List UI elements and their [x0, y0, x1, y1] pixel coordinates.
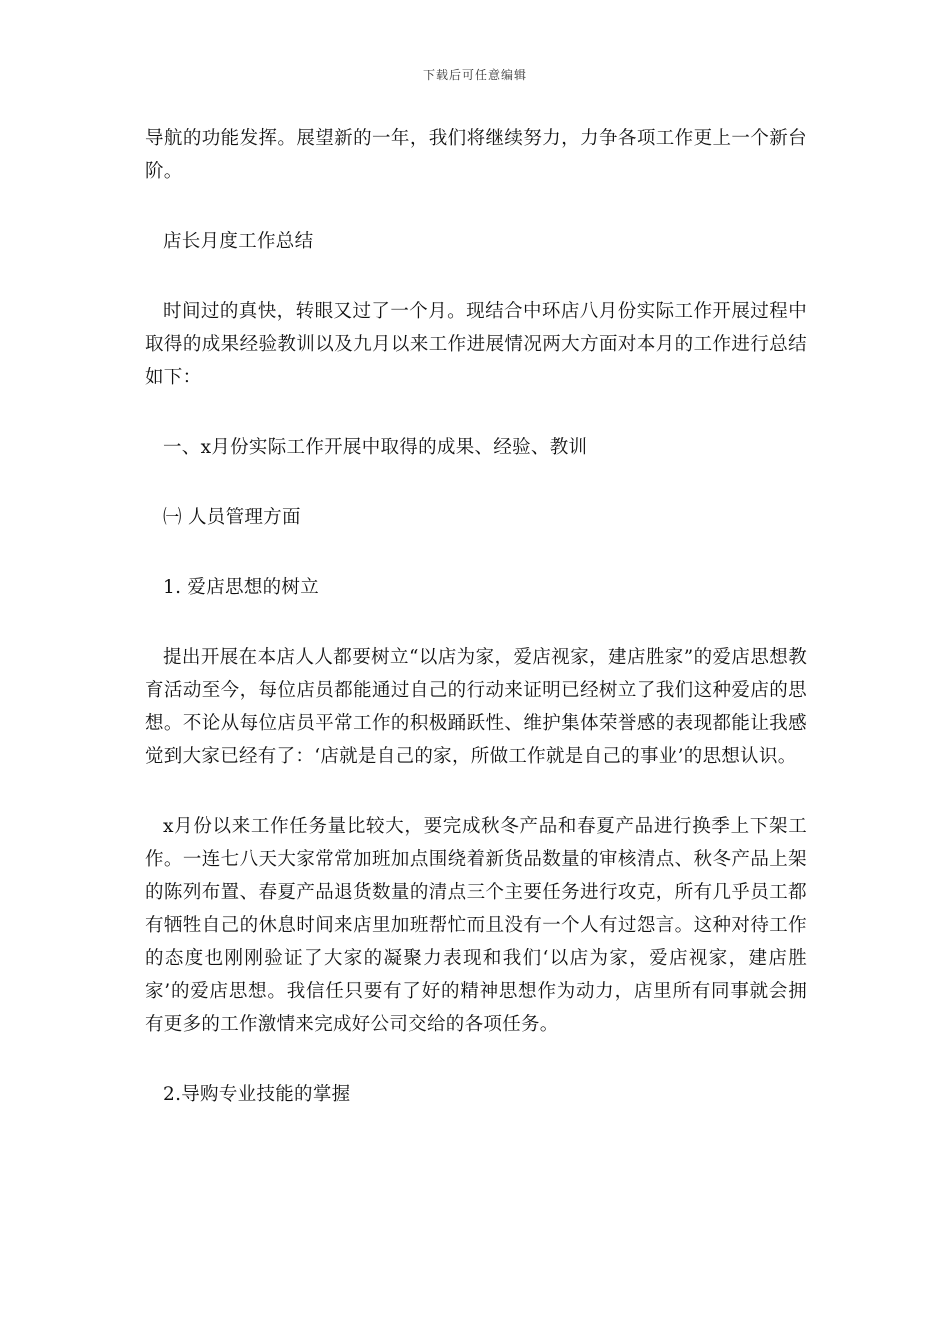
document-body — [145, 122, 807, 1111]
paragraph-continuation: 导航的功能发挥。展望新的一年，我们将继续努力，力争各项工作更上一个新台阶。 — [145, 128, 807, 182]
paragraph-store-spirit: 提出开展在本店人人都要树立“以店为家，爱店视家，建店胜家”的爱店思想教育活动至今，每位店员都能通过自己的行动来证明已经树立了我们这种爱店的思想。不论从每位店员平常工作的积极踊跃性、维护集体荣誉感的表现都能让我感觉到大家已经有了：‘店就是自己的家，所做工作就是自己的事业’的思想认识。 — [145, 647, 807, 767]
section-heading-1: 一、x月份实际工作开展中取得的成果、经验、教训 — [163, 437, 588, 458]
item-heading-1: 1. 爱店思想的树立 — [163, 577, 320, 598]
page-header: 下载后可任意编辑 — [422, 68, 527, 82]
paragraph-season-change: x月份以来工作任务量比较大，要完成秋冬产品和春夏产品进行换季上下架工作。一连七八天大家常常加班加点围绕着新货品数量的审核清点、秋冬产品上架的陈列布置、春夏产品退货数量的清点三个主要任务进行攻克，所有几乎员工都有牺牲自己的休息时间来店里加班帮忙而且没有一个人有过怨言。这种对待工作的态度也刚刚验证了大家的凝聚力表现和我们‘以店为家，爱店视家，建店胜家’的爱店思想。我信任只要有了好的精神思想作为动力，店里所有同事就会拥有更多的工作激情来完成好公司交给的各项任务。 — [145, 816, 807, 1035]
document-title: 店长月度工作总结 — [163, 231, 314, 252]
paragraph-intro: 时间过的真快，转眼又过了一个月。现结合中环店八月份实际工作开展过程中取得的成果经验教训以及九月以来工作进展情况两大方面对本月的工作进行总结如下： — [145, 301, 807, 388]
item-heading-2: 2.导购专业技能的掌握 — [163, 1084, 351, 1105]
subsection-heading-personnel: ㈠ 人员管理方面 — [163, 507, 301, 528]
